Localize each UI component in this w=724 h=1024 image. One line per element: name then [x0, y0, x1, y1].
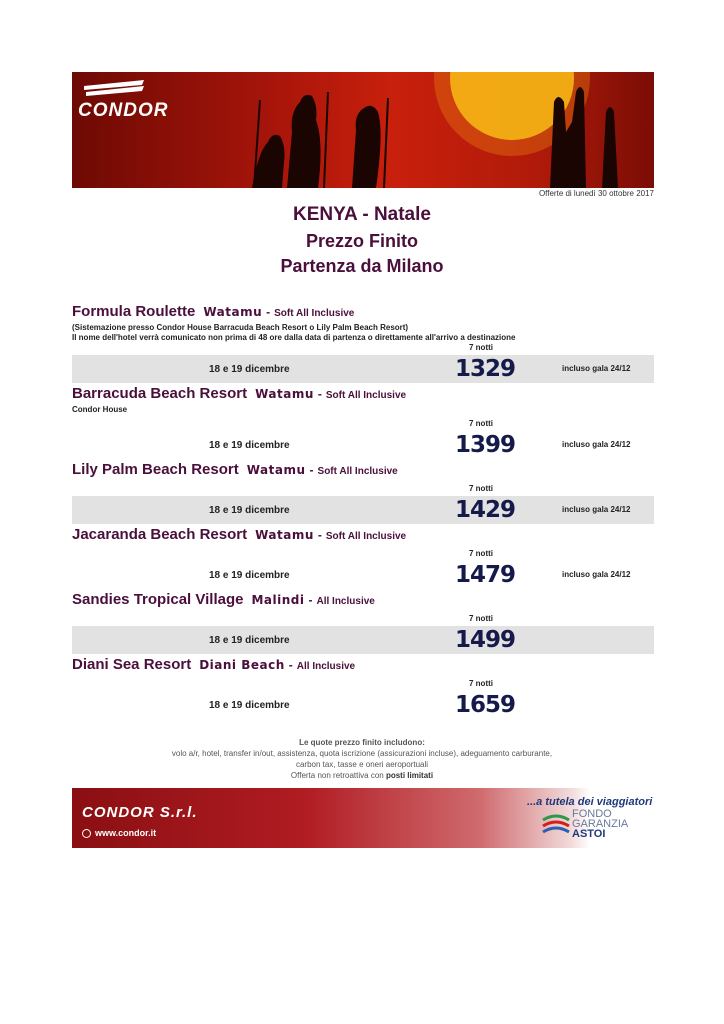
price-row	[72, 355, 654, 383]
separator: -	[317, 387, 322, 401]
website-link[interactable]	[82, 828, 156, 838]
separator: -	[288, 658, 293, 672]
page-subtitle: Prezzo Finito	[306, 231, 418, 251]
hotel-location: Diani Beach	[199, 658, 285, 672]
condor-logo: CONDOR	[78, 100, 169, 121]
inclusions-heading: Le quote prezzo finito includono:	[299, 738, 425, 747]
hotel-name: Lily Palm Beach Resort	[72, 461, 239, 478]
globe-icon	[82, 829, 91, 838]
limited-seats-note: Offerta non retroattiva con posti limitati	[290, 771, 434, 780]
gala-note: incluso gala 24/12	[562, 505, 631, 514]
hotel-name: Barracuda Beach Resort	[72, 385, 248, 402]
fund-line: ASTOI	[572, 828, 606, 840]
fund-name	[572, 809, 628, 839]
hotel-note: (Sistemazione presso Condor House Barracuda Beach Resort o Lily Palm Beach Resort)	[72, 323, 409, 332]
hotel-location: Watamu	[255, 387, 314, 401]
hotel-block	[72, 656, 654, 719]
nights-label: 7 notti	[469, 419, 493, 428]
nights-label: 7 notti	[469, 679, 493, 688]
hotel-location: Watamu	[255, 528, 314, 542]
banner-artwork	[72, 72, 654, 188]
price-row	[72, 626, 654, 654]
hotel-name: Formula Roulette	[72, 303, 196, 320]
tagline: ...a tutela dei viaggiatori	[527, 796, 653, 808]
price-inclusions	[0, 737, 724, 781]
footer-banner	[72, 788, 654, 848]
separator: -	[308, 593, 313, 607]
hotel-location: Watamu	[203, 305, 263, 319]
departure-dates: 18 e 19 dicembre	[209, 505, 290, 516]
hotel-location: Watamu	[246, 463, 306, 477]
nights-label: 7 notti	[469, 484, 493, 493]
fund-line: FONDO	[572, 808, 612, 820]
separator: -	[266, 305, 271, 319]
board-type: Soft All Inclusive	[317, 466, 398, 477]
header-banner	[72, 72, 654, 188]
nights-label: 7 notti	[469, 614, 493, 623]
departure-dates: 18 e 19 dicembre	[209, 635, 290, 646]
price-row	[72, 496, 654, 524]
website-text: www.condor.it	[95, 828, 157, 838]
price-row	[72, 431, 654, 459]
inclusions-line: volo a/r, hotel, transfer in/out, assistenza, quota iscrizione (assicurazioni incluse), adeguamento carburante,	[171, 749, 553, 758]
departure-dates: 18 e 19 dicembre	[209, 570, 290, 581]
departure-dates: 18 e 19 dicembre	[209, 700, 290, 711]
gala-note: incluso gala 24/12	[562, 570, 631, 579]
price: 1329	[455, 356, 516, 382]
hotel-block	[72, 303, 654, 383]
fund-line: GARANZIA	[572, 818, 629, 830]
nights-label: 7 notti	[469, 343, 493, 352]
hotel-location: Malindi	[251, 593, 305, 607]
hotel-name: Jacaranda Beach Resort	[72, 526, 248, 543]
board-type: All Inclusive	[296, 661, 356, 672]
departure-dates: 18 e 19 dicembre	[209, 364, 290, 375]
astoi-logo-icon	[541, 810, 571, 840]
hotel-note: Il nome dell'hotel verrà comunicato non prima di 48 ore dalla data di partenza o direttamente all'arrivo a destinazione	[72, 333, 516, 342]
board-type: All Inclusive	[316, 596, 375, 607]
price: 1499	[455, 627, 516, 653]
board-type: Soft All Inclusive	[325, 390, 407, 401]
departure-dates: 18 e 19 dicembre	[209, 440, 290, 451]
price-row	[72, 691, 654, 719]
gala-note: incluso gala 24/12	[562, 364, 631, 373]
price-row	[72, 561, 654, 589]
board-type: Soft All Inclusive	[325, 531, 407, 542]
hotel-block	[72, 526, 654, 589]
hotel-name: Diani Sea Resort	[72, 656, 192, 673]
company-name: CONDOR S.r.l.	[82, 804, 198, 821]
offer-date: Offerte di lunedì 30 ottobre 2017	[538, 189, 654, 198]
page-title: KENYA - Natale	[293, 204, 431, 225]
hotel-list	[72, 303, 654, 719]
nights-label: 7 notti	[469, 549, 493, 558]
price: 1659	[455, 692, 516, 718]
price: 1429	[455, 497, 516, 523]
separator: -	[309, 463, 314, 477]
separator: -	[317, 528, 322, 542]
board-type: Soft All Inclusive	[274, 308, 355, 319]
hotel-block	[72, 461, 654, 524]
hotel-note: Condor House	[72, 405, 128, 414]
price: 1399	[455, 432, 516, 458]
hotel-name: Sandies Tropical Village	[72, 591, 244, 608]
price: 1479	[455, 562, 516, 588]
hotel-block	[72, 591, 654, 654]
gala-note: incluso gala 24/12	[562, 440, 631, 449]
hotel-block	[72, 385, 654, 459]
departure-city: Partenza da Milano	[280, 256, 444, 276]
inclusions-line: carbon tax, tasse e oneri aeroportuali	[295, 760, 429, 769]
